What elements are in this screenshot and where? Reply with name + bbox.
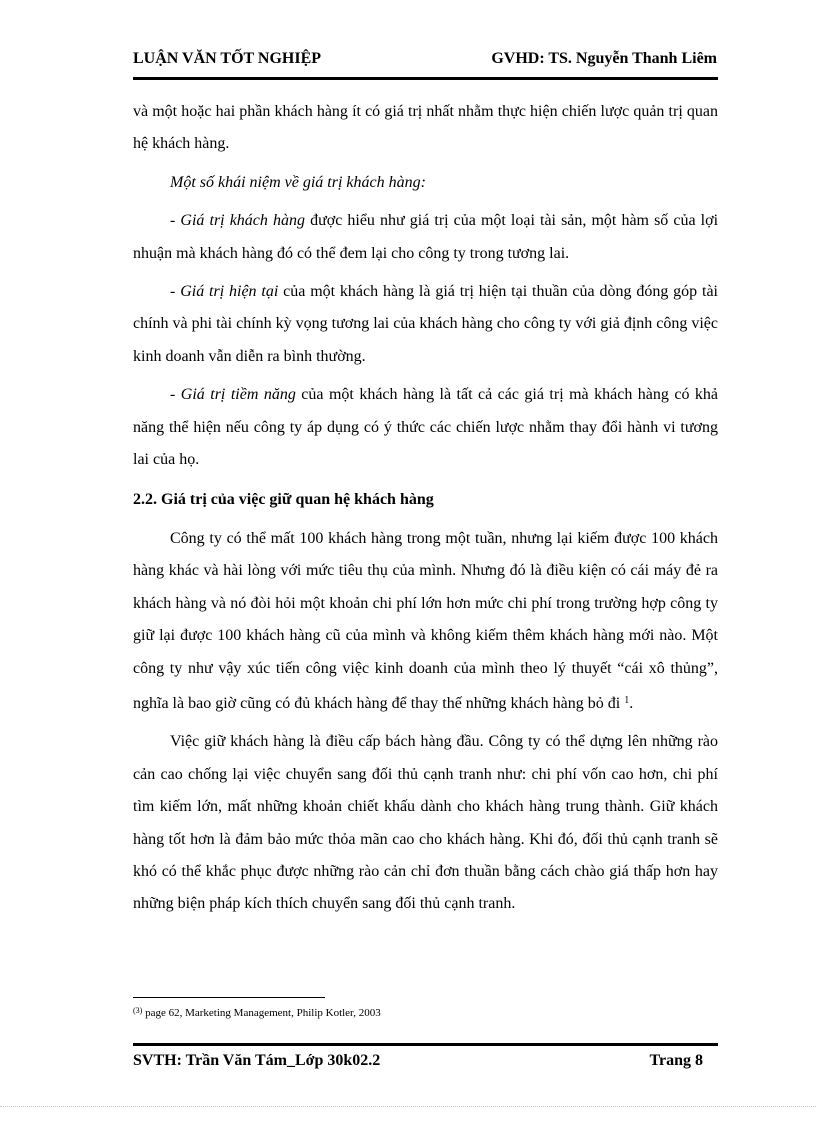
footnote-text: page 62, Marketing Management, Philip Kotler, 2003 [142, 1007, 381, 1019]
footnote-separator [133, 997, 325, 998]
paragraph-text: Công ty có thể mất 100 khách hàng trong một tuần, nhưng lại kiếm được 100 khách hàng khác và hài lòng với mức tiêu thụ của mình. Nhưng đó là điều kiện có cái máy đẻ ra khách hàng và nó đòi hỏi một khoản chi phí lớn hơn mức chi phí trong trường hợp công ty giữ lại được 100 khách hàng cũ của mình và không kiếm thêm khách hàng mới nào. Một công ty như vậy xúc tiến công việc kinh doanh của mình theo lý thuyết “cái xô thủng”, nghĩa là bao giờ cũng có đủ khách hàng để thay thế những khách hàng bỏ đi [133, 529, 718, 712]
footnote-reference: 1 [624, 694, 630, 706]
paragraph-end: . [629, 694, 634, 712]
concept-term: Giá trị hiện tại [180, 283, 279, 301]
concept-term: Giá trị tiềm năng [180, 386, 296, 404]
header-thesis-title: LUẬN VĂN TỐT NGHIỆP [133, 50, 322, 67]
footnote [133, 1006, 381, 1019]
footer-rule [133, 1043, 718, 1046]
body-text [133, 96, 718, 921]
concept-definition: của một khách hàng là tất cả các giá trị mà khách hàng có khả năng thể hiện nếu công ty áp dụng có ý thức các chiến lược nhằm thay đổi hành vi tương lai của họ. [133, 386, 719, 469]
concept-definition: được hiểu như giá trị của một loại tài sản, một hàm số của lợi nhuận mà khách hàng đó có thể đem lại cho công ty trong tương lai. [133, 212, 719, 262]
concepts-intro-text: Một số khái niệm về giá trị khách hàng: [170, 173, 426, 191]
page-header [133, 50, 717, 74]
section-heading: 2.2. Giá trị của việc giữ quan hệ khách hàng [133, 491, 434, 509]
page-break-line [0, 1106, 816, 1107]
footer-student: SVTH: Trần Văn Tám_Lớp 30k02.2 [133, 1052, 381, 1069]
concept-item-customer-value [133, 205, 718, 270]
paragraph-continuation: và một hoặc hai phần khách hàng ít có giá trị nhất nhằm thực hiện chiến lược quản trị quan hệ khách hàng. [133, 103, 718, 153]
footnote-mark: (3) [133, 1006, 143, 1015]
concept-term: Giá trị khách hàng [180, 212, 305, 230]
item-dash: - [170, 212, 181, 230]
page-number: Trang 8 [649, 1052, 703, 1069]
concept-definition: của một khách hàng là giá trị hiện tại thuần của dòng đóng góp tài chính và phi tài chính kỳ vọng tương lai của khách hàng cho công ty với giả định công việc kinh doanh vẫn diễn ra bình thường. [133, 283, 719, 365]
paragraph-retention-cost [133, 523, 718, 720]
concept-item-potential-value [133, 379, 718, 476]
paragraph-retention-priority: Việc giữ khách hàng là điều cấp bách hàng đầu. Công ty có thể dựng lên những rào cản cao chống lại việc chuyển sang đối thủ cạnh tranh như: chi phí vốn cao hơn, chi phí tìm kiếm lớn, mất những khoản chiết khấu dành cho khách hàng trung thành. Giữ khách hàng tốt hơn là đảm bảo mức thỏa mãn cao cho khách hàng. Khi đó, đối thủ cạnh tranh sẽ khó có thể khắc phục được những rào cản chỉ đơn thuần bằng cách chào giá thấp hơn hay những biện pháp kích thích chuyển sang đối thủ cạnh tranh. [133, 733, 718, 913]
item-dash: - [170, 283, 181, 301]
concept-item-current-value [133, 276, 718, 373]
page-footer [133, 1052, 703, 1076]
item-dash: - [170, 386, 181, 404]
header-rule [133, 77, 718, 80]
concepts-intro [133, 167, 718, 199]
header-advisor: GVHD: TS. Nguyễn Thanh Liêm [491, 50, 717, 67]
